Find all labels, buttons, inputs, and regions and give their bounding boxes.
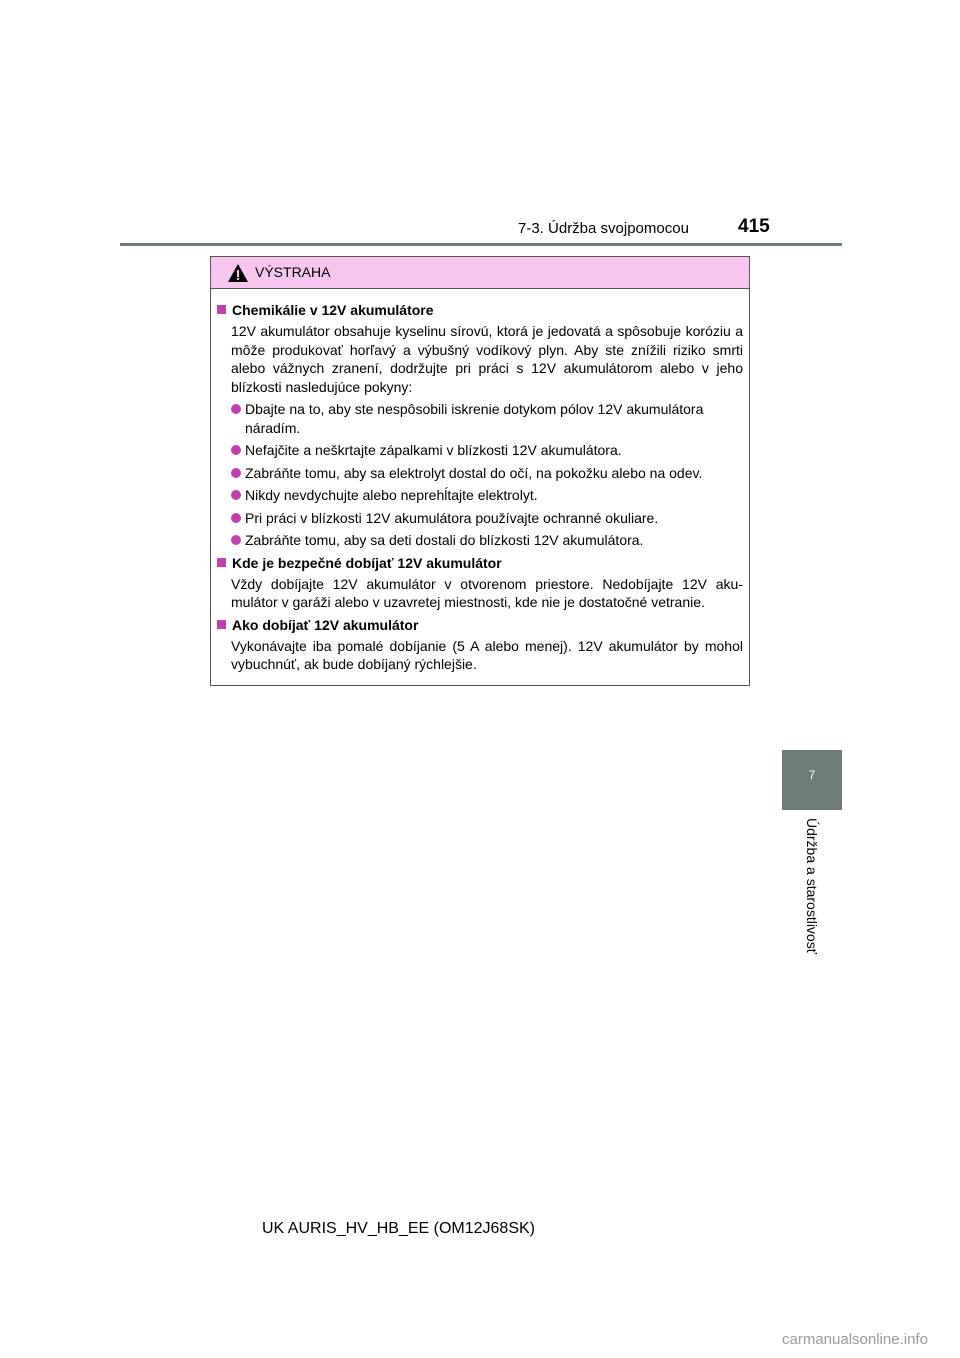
section-title-how-to-charge xyxy=(217,616,743,634)
list-item xyxy=(231,441,743,460)
section-paragraph: 12V akumulátor obsahuje kyselinu sírovú, ktorá je jedovatá a spôsobuje koróziu a môže produkovať horľavý a výbušný vodíkový plyn. Aby ste znížili riziko smrti alebo vážnych zranení, dodržujte pri práci s 12V akumulátorom alebo v jeho blízkosti nasledujúce pokyny: xyxy=(231,323,743,395)
section-title-chemicals xyxy=(217,301,743,319)
section-title-where-to-charge xyxy=(217,554,743,572)
list-item xyxy=(231,509,743,528)
section-paragraph: Vykonávajte iba pomalé dobíjanie (5 A alebo menej). 12V akumulátor by mohol vybuchnúť, ak bude dobíjaný rýchlejšie. xyxy=(231,637,743,672)
list-item-text: Nefajčite a neškrtajte zápalkami v blízkosti 12V akumulátora. xyxy=(245,442,622,458)
section-title-text: Ako dobíjať 12V akumulátor xyxy=(232,616,419,633)
dot-bullet-icon xyxy=(231,404,241,414)
header-divider xyxy=(120,243,842,246)
dot-bullet-icon xyxy=(231,445,241,455)
square-bullet-icon xyxy=(217,305,226,314)
page-number: 415 xyxy=(738,216,770,237)
watermark: carmanualsonline.info xyxy=(782,1331,928,1348)
list-item xyxy=(231,531,743,550)
list-item-text: Dbajte na to, aby ste nespôsobili iskrenie dotykom pólov 12V akumulátora náradím. xyxy=(245,401,704,436)
list-item-text: Zabráňte tomu, aby sa deti dostali do blízkosti 12V akumulátora. xyxy=(245,532,644,548)
dot-bullet-icon xyxy=(231,490,241,500)
square-bullet-icon xyxy=(217,558,226,567)
dot-bullet-icon xyxy=(231,468,241,478)
dot-bullet-icon xyxy=(231,535,241,545)
chapter-tab[interactable]: 7 xyxy=(782,750,842,810)
section-title-text: Chemikálie v 12V akumulátore xyxy=(232,302,434,318)
list-item-text: Pri práci v blízkosti 12V akumulátora používajte ochranné okuliare. xyxy=(245,509,659,526)
section-header: 7-3. Údržba svojpomocou xyxy=(518,220,689,237)
warning-body xyxy=(211,289,749,674)
chapter-title: Údržba a starostlivosť xyxy=(804,818,820,954)
square-bullet-icon xyxy=(217,620,226,629)
warning-box xyxy=(210,256,750,686)
warning-title: VÝSTRAHA xyxy=(255,264,331,280)
list-item-text: Nikdy nevdychujte alebo neprehĺtajte elektrolyt. xyxy=(245,487,538,503)
dot-bullet-icon xyxy=(231,513,241,523)
section-paragraph: Vždy dobíjajte 12V akumulátor v otvorenom priestore. Nedobíjajte 12V aku-mulátor v garáži alebo v uzavretej miestnosti, kde nie je dostatočné vetranie. xyxy=(231,575,743,610)
section-title-text: Kde je bezpečné dobíjať 12V akumulátor xyxy=(232,554,502,571)
warning-triangle-icon xyxy=(227,263,249,283)
footer-model-code: UK AURIS_HV_HB_EE (OM12J68SK) xyxy=(262,1220,535,1237)
list-item-text: Zabráňte tomu, aby sa elektrolyt dostal do očí, na pokožku alebo na odev. xyxy=(245,464,703,481)
list-item xyxy=(231,400,743,437)
warning-header xyxy=(211,257,749,289)
list-item xyxy=(231,464,743,483)
list-item xyxy=(231,486,743,505)
